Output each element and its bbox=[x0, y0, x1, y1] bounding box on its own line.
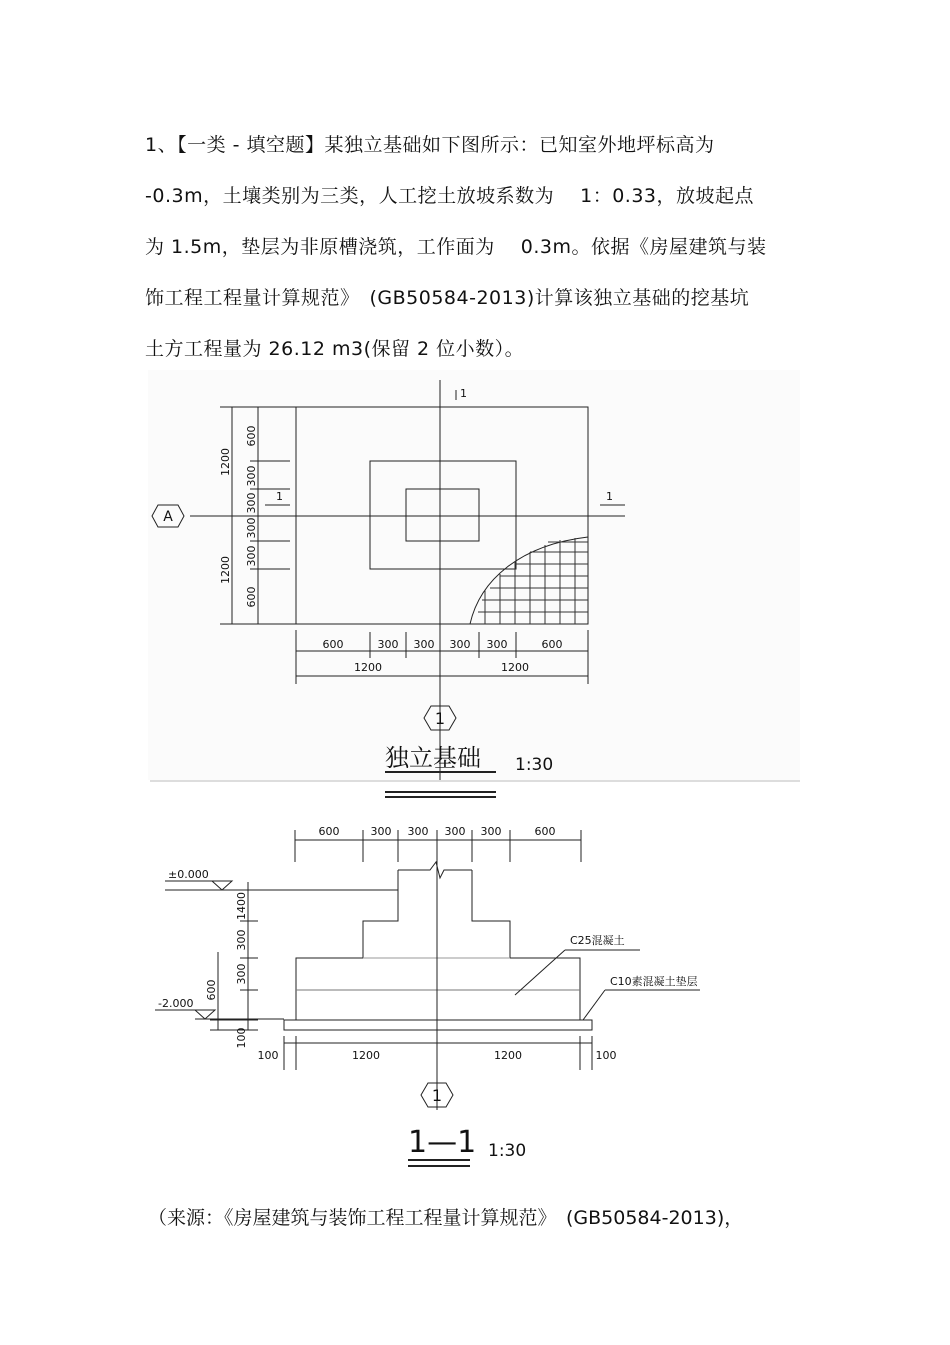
plan-scale: 1:30 bbox=[515, 755, 554, 775]
plan-dim-v-total-2: 1200 bbox=[219, 556, 232, 584]
question-line-5: 土方工程量为 26.12 m3(保留 2 位小数）。 bbox=[145, 338, 525, 360]
axis-1-label: 1 bbox=[434, 709, 446, 728]
plan-dim-h-total-2: 1200 bbox=[501, 661, 529, 674]
plan-dim-v-5: 300 bbox=[245, 545, 258, 567]
plan-title: 独立基础 bbox=[385, 744, 481, 772]
plan-section-mark-top: 1 bbox=[460, 387, 467, 400]
section-dim-top-2: 300 bbox=[370, 825, 392, 838]
plan-dim-v-3: 300 bbox=[245, 492, 258, 514]
plan-section-mark-right: 1 bbox=[606, 490, 613, 503]
plan-dim-h-1: 600 bbox=[322, 638, 344, 651]
question-line-1: 1、【一类 - 填空题】某独立基础如下图所示：已知室外地坪标高为 bbox=[145, 134, 715, 156]
plan-dim-v-6: 600 bbox=[245, 586, 258, 608]
section-dim-top-6: 600 bbox=[534, 825, 556, 838]
source-citation: （来源：《房屋建筑与装饰工程工程量计算规范》 (GB50584-2013)， bbox=[148, 1207, 744, 1229]
section-dim-top-4: 300 bbox=[444, 825, 466, 838]
section-title: 1—1 bbox=[408, 1125, 477, 1160]
question-line-4: 饰工程工程量计算规范》 (GB50584-2013)计算该独立基础的挖基坑 bbox=[145, 287, 750, 309]
plan-dim-h-total-1: 1200 bbox=[354, 661, 382, 674]
plan-dim-h-5: 300 bbox=[486, 638, 508, 651]
plan-dim-h-4: 300 bbox=[449, 638, 471, 651]
plan-dim-v-2: 300 bbox=[245, 465, 258, 487]
elevation-top: ±0.000 bbox=[168, 868, 209, 881]
section-dim-bottom-1: 100 bbox=[257, 1049, 279, 1062]
section-dim-left-4: 600 bbox=[205, 979, 218, 1001]
section-dim-top-3: 300 bbox=[407, 825, 429, 838]
label-c10-cushion: C10素混凝土垫层 bbox=[610, 975, 698, 988]
section-dim-bottom-4: 100 bbox=[595, 1049, 617, 1062]
label-c25-concrete: C25混凝土 bbox=[570, 934, 625, 947]
elevation-bottom: -2.000 bbox=[158, 997, 194, 1010]
section-dim-top-1: 600 bbox=[318, 825, 340, 838]
section-dim-top-5: 300 bbox=[480, 825, 502, 838]
section-dim-left-5: 100 bbox=[235, 1027, 248, 1049]
axis-a-label: A bbox=[163, 509, 173, 525]
section-dim-left-3: 300 bbox=[235, 963, 248, 985]
plan-section-mark-left: 1 bbox=[276, 490, 283, 503]
plan-dim-v-1: 600 bbox=[245, 425, 258, 447]
section-scale: 1:30 bbox=[488, 1141, 527, 1161]
section-dim-bottom-3: 1200 bbox=[494, 1049, 522, 1062]
plan-dim-v-4: 300 bbox=[245, 517, 258, 539]
question-line-3: 为 1.5m，垫层为非原槽浇筑，工作面为 0.3m。依据《房屋建筑与装 bbox=[145, 236, 767, 258]
section-dim-left-2: 300 bbox=[235, 929, 248, 951]
plan-dim-v-total-1: 1200 bbox=[219, 448, 232, 476]
plan-dim-h-2: 300 bbox=[377, 638, 399, 651]
section-axis-1-label: 1 bbox=[431, 1086, 443, 1105]
plan-dim-h-6: 600 bbox=[541, 638, 563, 651]
section-dim-bottom-2: 1200 bbox=[352, 1049, 380, 1062]
question-line-2: -0.3m，土壤类别为三类，人工挖土放坡系数为 1：0.33，放坡起点 bbox=[145, 185, 755, 207]
plan-dim-h-3: 300 bbox=[413, 638, 435, 651]
section-dim-left-1: 1400 bbox=[235, 892, 248, 920]
